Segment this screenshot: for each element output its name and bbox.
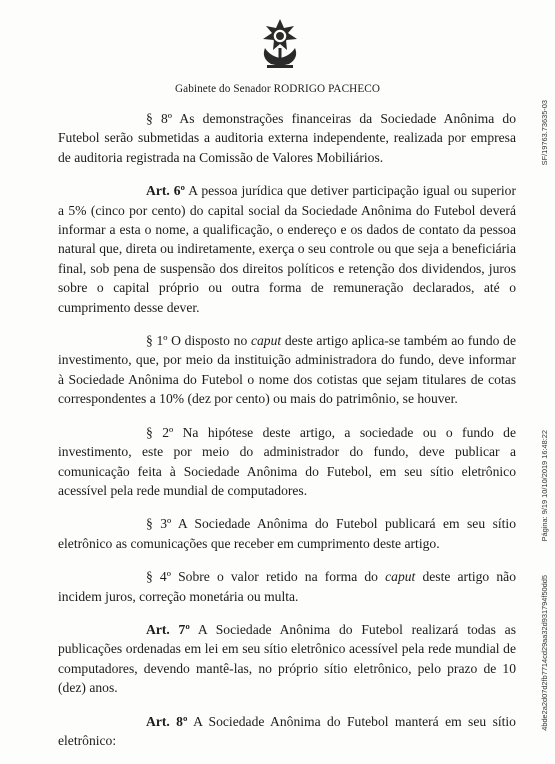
paragraph-s3: § 3º A Sociedade Anônima do Futebol publicará em seu sítio eletrônico as comunicações que receber em cumprimento deste artigo. [58, 516, 516, 551]
article-6-text: A pessoa jurídica que detiver participação igual ou superior a 5% (cinco por cento) do capital social da Sociedade Anônima do Futebol deverá informar a esta o nome, a qualificação, o endereço e os dados de contato da pessoa natural que, direta ou indiretamente, exerça o seu controle ou que seja a beneficiária final, sob pena de suspensão dos direitos políticos e retenção dos dividendos, juros sobre o capital próprio ou outra forma de remuneração declarados, até o cumprimento desse dever. [58, 183, 517, 315]
article-7-text: A Sociedade Anônima do Futebol realizará todas as publicações ordenadas em lei em seu sítio eletrônico acessível pela rede mundial de computadores, devendo mantê-las, no próprio sítio eletrônico, pelo prazo de 10 (dez) anos. [58, 621, 516, 696]
paragraph-s1-a: § 1º O disposto no [146, 333, 251, 349]
paragraph-s1-b: deste artigo aplica-se também ao fundo de investimento, que, por meio da instituição administradora do fundo, deve informar à Sociedade Anônima do Futebol o nome dos cotistas que sejam titulares de cotas correspondentes a 10% (dez por cento) ou mais do patrimônio, se houver. [58, 333, 516, 407]
article-6 [58, 181, 516, 317]
paragraph-s8: § 8º As demonstrações financeiras da Sociedade Anônima do Futebol serão submetidas a auditoria externa independente, realizada por empresa de auditoria registrada na Comissão de Valores Mobiliários. [58, 111, 516, 165]
hash-stamp: 4bde2a2d07d2fb7714cd29aa32d931794f50dd5 [540, 575, 549, 731]
paragraph-s4-a: § 4º Sobre o valor retido na forma do [146, 569, 386, 585]
article-7-label: Art. 7º [146, 621, 190, 637]
article-6-label: Art. 6º [146, 183, 186, 199]
paragraph-s4-b: deste artigo não incidem juros, correção monetária ou multa. [58, 569, 516, 604]
coat-of-arms-icon [257, 18, 303, 70]
office-header: Gabinete do Senador RODRIGO PACHECO [174, 83, 381, 95]
article-8-label: Art. 8º [146, 713, 188, 729]
caput-term: caput [385, 569, 416, 585]
document-id-stamp: SF/19763.73635-03 [540, 100, 549, 166]
article-8 [58, 712, 516, 751]
document-body [58, 109, 516, 764]
article-7 [58, 620, 516, 698]
caput-term: caput [250, 333, 282, 349]
paragraph-s4 [58, 567, 516, 606]
paragraph-s2: § 2º Na hipótese deste artigo, a sociedade ou o fundo de investimento, este por meio do administrador do fundo, deve publicar a comunicação feita à Sociedade Anônima do Futebol, em seu sítio eletrônico acessível pela rede mundial de computadores. [58, 424, 516, 498]
article-8-text: A Sociedade Anônima do Futebol manterá em seu sítio eletrônico: [58, 713, 516, 748]
page-info-stamp: Página: 9/19 10/10/2019 16:48:22 [540, 430, 549, 542]
paragraph-s1 [58, 331, 516, 409]
